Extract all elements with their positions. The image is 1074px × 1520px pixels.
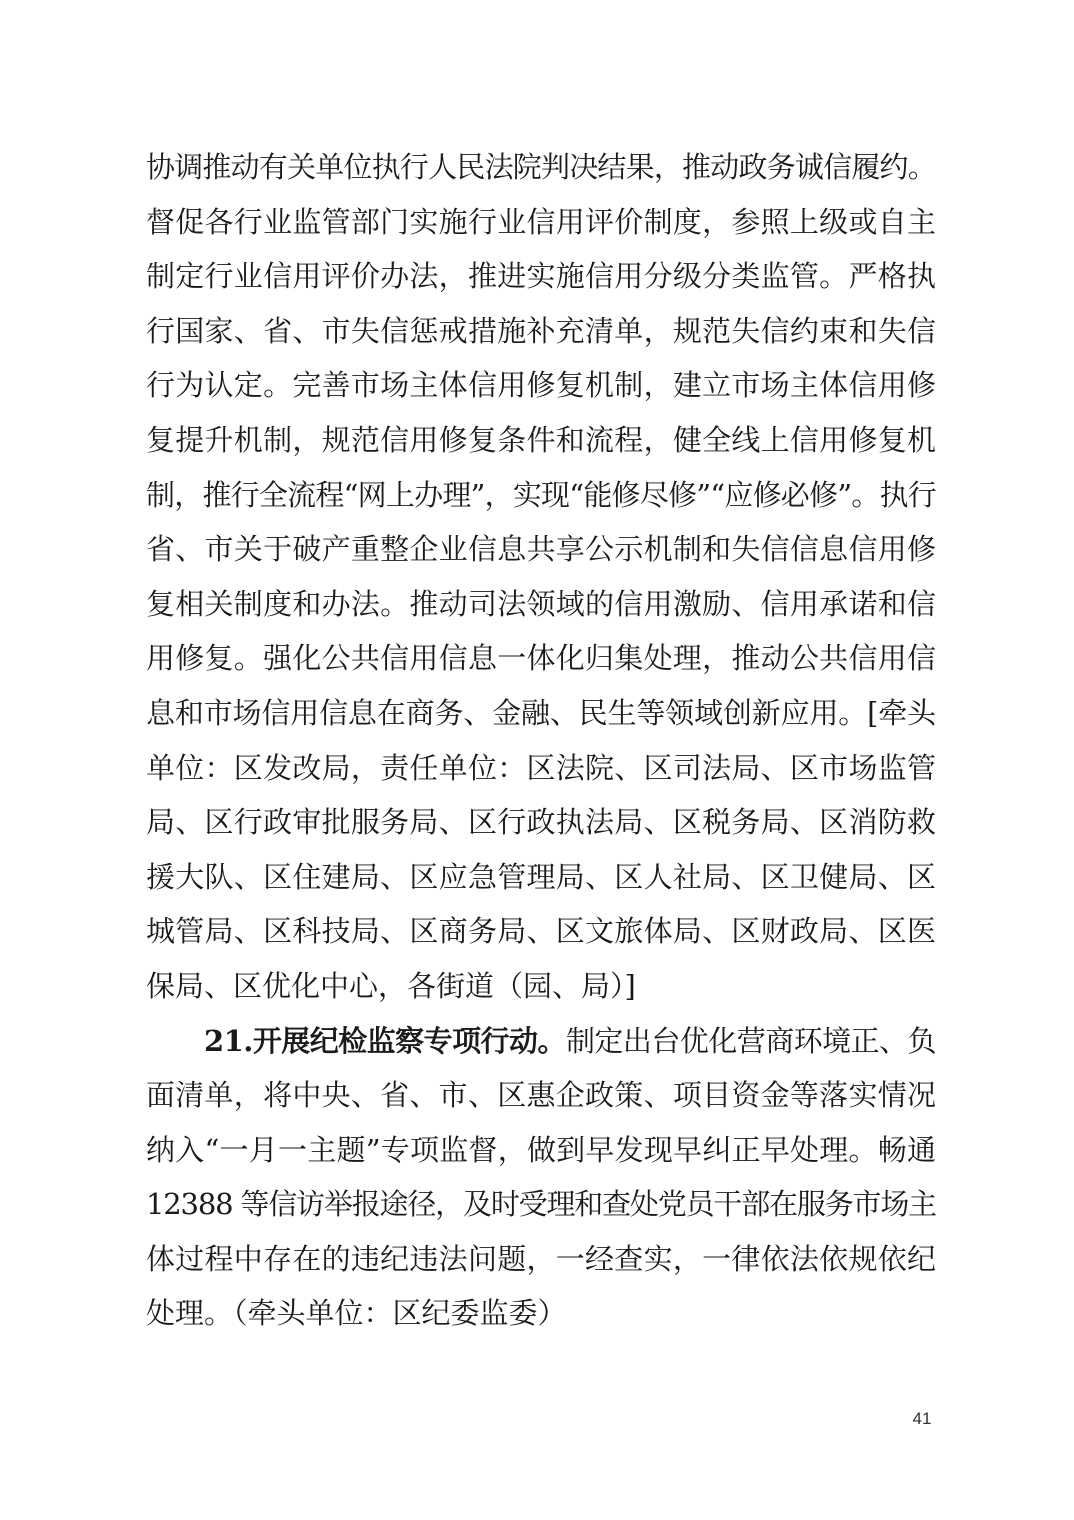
line-text: 处理。（牵头单位：区纪委监委） (146, 1296, 567, 1331)
text-line (146, 1014, 936, 1069)
line-text: 复提升机制，规范信用修复条件和流程，健全线上信用修复机 (146, 422, 937, 457)
text-line (146, 1068, 936, 1123)
line-text: 用修复。强化公共信用信息一体化归集处理，推动公共信用信 (146, 641, 937, 676)
paragraph-credit-repair (146, 140, 936, 1014)
line-text: 城管局、区科技局、区商务局、区文旅体局、区财政局、区医 (146, 914, 937, 949)
text-line (146, 631, 936, 686)
text-line (146, 1123, 936, 1178)
line-text: 援大队、区住建局、区应急管理局、区人社局、区卫健局、区 (146, 859, 937, 894)
line-text: 复相关制度和办法。推动司法领域的信用激励、信用承诺和信 (146, 586, 937, 621)
text-line (146, 1232, 936, 1287)
paragraph-discipline-inspection (146, 1014, 936, 1342)
text-line (146, 522, 936, 577)
line-text: 制定出台优化营商环境正、负 (565, 1023, 936, 1058)
text-line (146, 358, 936, 413)
text-line (146, 741, 936, 796)
line-text: 制定行业信用评价办法，推进实施信用分级分类监管。严格执 (146, 259, 937, 294)
text-line (146, 795, 936, 850)
line-text: 息和市场信用信息在商务、金融、民生等领域创新应用。[牵头 (146, 695, 936, 730)
line-text: 局、区行政审批服务局、区行政执法局、区税务局、区消防救 (146, 805, 937, 840)
page-number: 41 (912, 1409, 932, 1428)
text-line (146, 468, 936, 523)
body-text (146, 140, 936, 1341)
line-text: 行为认定。完善市场主体信用修复机制，建立市场主体信用修 (146, 368, 937, 403)
line-text: 单位：区发改局，责任单位：区法院、区司法局、区市场监管 (146, 750, 937, 785)
text-line (146, 1286, 936, 1341)
text-line (146, 304, 936, 359)
line-text: 督促各行业监管部门实施行业信用评价制度，参照上级或自主 (146, 204, 937, 239)
text-line (146, 577, 936, 632)
text-line (146, 195, 936, 250)
line-text: 体过程中存在的违纪违法问题，一经查实，一律依法依规依纪 (146, 1241, 937, 1276)
line-text: 纳入“一月一主题”专项监督，做到早发现早纠正早处理。畅通 (146, 1132, 937, 1167)
text-line (146, 413, 936, 468)
line-text: 12388 等信访举报途径，及时受理和查处党员干部在服务市场主 (146, 1187, 936, 1222)
section-heading: 21.开展纪检监察专项行动。 (204, 1023, 566, 1058)
text-line (146, 686, 936, 741)
text-line (146, 1177, 936, 1232)
line-text: 协调推动有关单位执行人民法院判决结果，推动政务诚信履约。 (146, 150, 936, 184)
line-text: 面清单，将中央、省、市、区惠企政策、项目资金等落实情况 (146, 1078, 937, 1113)
text-line (146, 249, 936, 304)
text-line (146, 140, 936, 195)
text-line (146, 959, 936, 1014)
line-text: 省、市关于破产重整企业信息共享公示机制和失信信息信用修 (146, 532, 937, 567)
line-text: 行国家、省、市失信惩戒措施补充清单，规范失信约束和失信 (146, 313, 937, 348)
text-line (146, 850, 936, 905)
line-text: 保局、区优化中心，各街道（园、局）] (146, 968, 636, 1003)
line-text: 制，推行全流程“网上办理”，实现“能修尽修”“应修必修”。执行 (146, 477, 936, 512)
text-line (146, 904, 936, 959)
